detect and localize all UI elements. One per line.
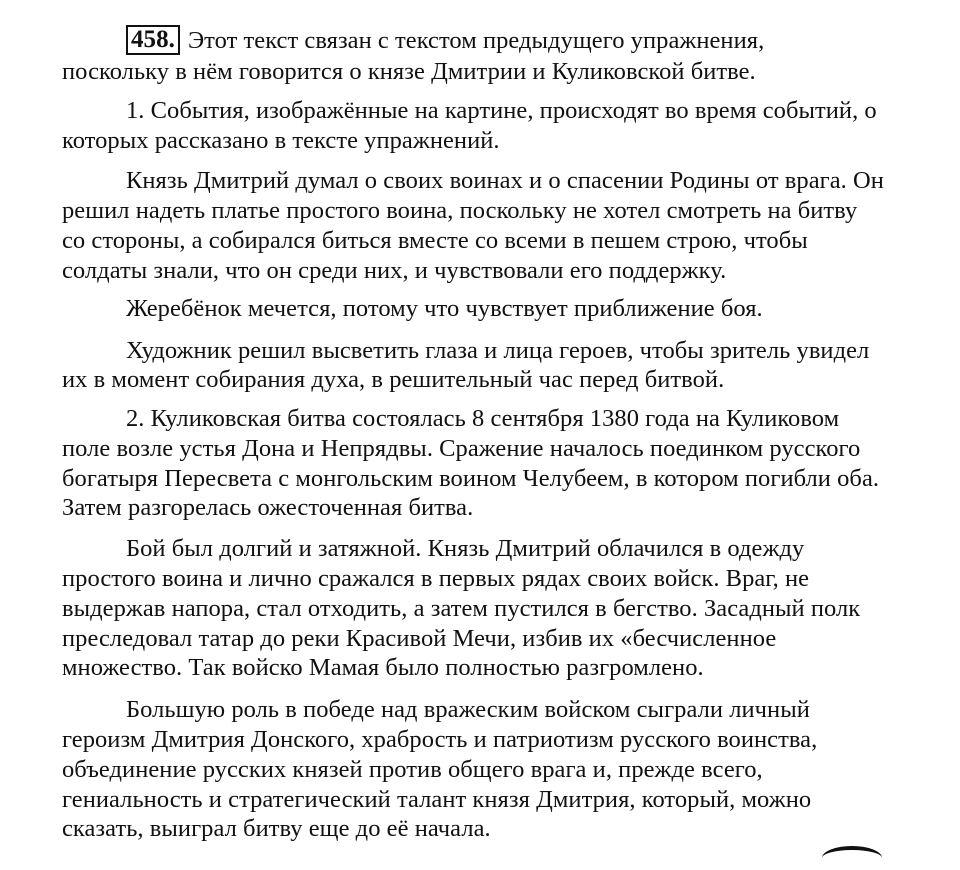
exercise-intro-line-2: поскольку в нём говорится о князе Дмитрии и Куликовской битве. <box>62 58 756 85</box>
paragraph-6-line-2: простого воина и лично сражался в первых рядах своих войск. Враг, не <box>62 565 810 592</box>
paragraph-7-line-5: сказать, выиграл битву еще до её начала. <box>62 815 491 842</box>
page-edge-mark <box>822 846 882 870</box>
paragraph-6-line-4: преследовал татар до реки Красивой Мечи, избив их «бесчисленное <box>62 625 777 652</box>
paragraph-2-line-3: со стороны, а собирался биться вместе со всеми в пешем строю, чтобы <box>62 227 808 254</box>
paragraph-4-line-1: Художник решил высветить глаза и лица героев, чтобы зритель увидел <box>126 337 870 364</box>
paragraph-5-line-4: Затем разгорелась ожесточенная битва. <box>62 494 474 521</box>
paragraph-5-line-3: богатыря Пересвета с монгольским воином Челубеем, в котором погибли оба. <box>62 465 880 492</box>
paragraph-6-line-5: множество. Так войско Мамая было полностью разгромлено. <box>62 654 704 681</box>
paragraph-3-line-1: Жеребёнок мечется, потому что чувствует приближение боя. <box>126 295 763 322</box>
paragraph-5-line-2: поле возле устья Дона и Непрядвы. Сражение началось поединком русского <box>62 435 861 462</box>
paragraph-5-line-1: 2. Куликовская битва состоялась 8 сентября 1380 года на Куликовом <box>126 405 840 432</box>
paragraph-2-line-2: решил надеть платье простого воина, поскольку не хотел смотреть на битву <box>62 197 858 224</box>
paragraph-6-line-3: выдержав напора, стал отходить, а затем пустился в бегство. Засадный полк <box>62 595 861 622</box>
paragraph-7-line-4: гениальность и стратегический талант князя Дмитрия, который, можно <box>62 786 812 813</box>
paragraph-2-line-1: Князь Дмитрий думал о своих воинах и о спасении Родины от врага. Он <box>126 167 884 194</box>
exercise-intro-line-1: Этот текст связан с текстом предыдущего упражнения, <box>187 27 765 54</box>
paragraph-1-line-2: которых рассказано в тексте упражнений. <box>62 127 500 154</box>
paragraph-7-line-3: объединение русских князей против общего врага и, прежде всего, <box>62 756 763 783</box>
exercise-number: 458. <box>126 25 180 55</box>
paragraph-7-line-2: героизм Дмитрия Донского, храбрость и патриотизм русского воинства, <box>62 726 818 753</box>
exercise-header-line <box>126 26 764 56</box>
paragraph-7-line-1: Большую роль в победе над вражеским войском сыграли личный <box>126 696 810 723</box>
paragraph-6-line-1: Бой был долгий и затяжной. Князь Дмитрий облачился в одежду <box>126 535 805 562</box>
paragraph-2-line-4: солдаты знали, что он среди них, и чувствовали его поддержку. <box>62 257 727 284</box>
paragraph-1-line-1: 1. События, изображённые на картине, происходят во время событий, о <box>126 97 877 124</box>
paragraph-4-line-2: их в момент собирания духа, в решительный час перед битвой. <box>62 366 725 393</box>
